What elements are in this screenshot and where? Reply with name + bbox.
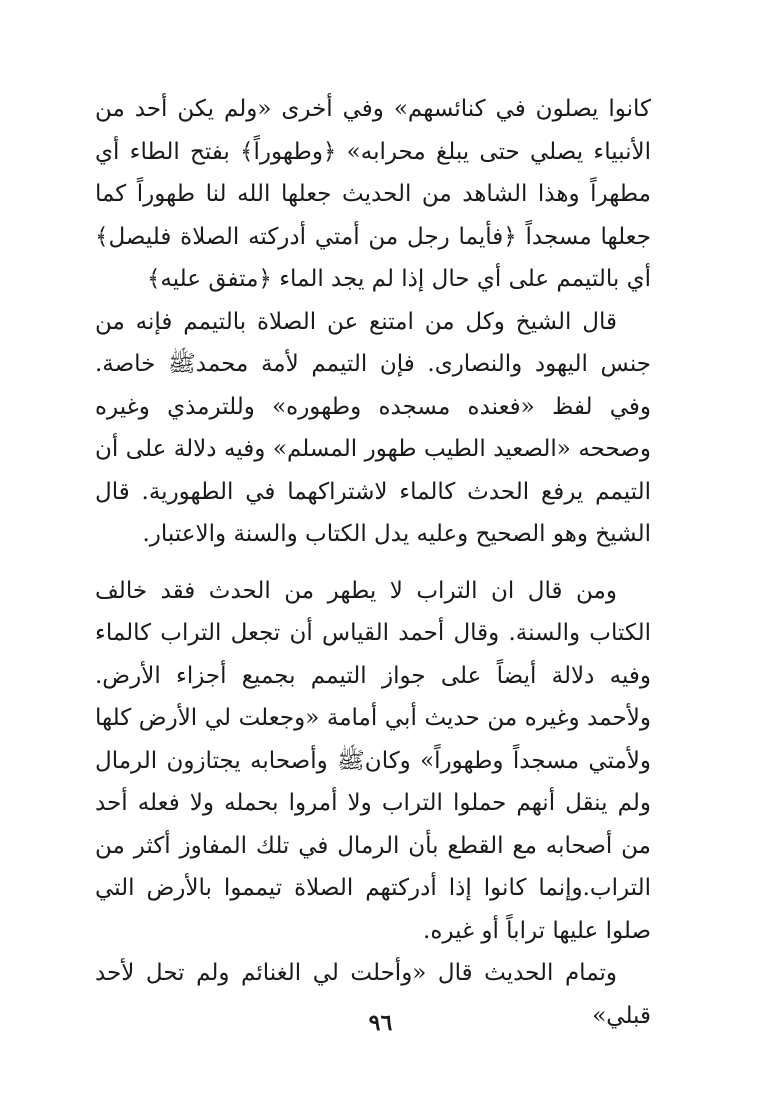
page-number: ٩٦ bbox=[368, 1010, 393, 1036]
paragraph-3: ومن قال ان التراب لا يطهر من الحدث فقد خالف الكتاب والسنة. وقال أحمد القياس أن تجعل التراب كالماء وفيه دلالة أيضاً على جواز التيمم بجميع أجزاء الأرض. ولأحمد وغيره من حديث أبي أمامة «وجعلت لي الأرض كلها ولأمتي مسجداً وطهوراً» وكانﷺ وأصحابه يجتازون الرمال ولم ينقل أنهم حملوا التراب ولا أمروا بحمله ولا فعله أحد من أصحابه مع القطع بأن الرمال في تلك المفاوز أكثر من التراب.وإنما كانوا إذا أدركتهم الصلاة تيمموا بالأرض التي صلوا عليها تراباً أو غيره. bbox=[95, 577, 651, 944]
paragraph-4: وتمام الحديث قال «وأحلت لي الغنائم ولم تحل لأحد قبلي» bbox=[95, 960, 651, 1029]
main-text bbox=[95, 88, 651, 1037]
paragraph-2: قال الشيخ وكل من امتنع عن الصلاة بالتيمم فإنه من جنس اليهود والنصارى. فإن التيمم لأمة محمدﷺ خاصة. وفي لفظ «فعنده مسجده وطهوره» وللترمذي وغيره وصححه «الصعيد الطيب طهور المسلم» وفيه دلالة على أن التيمم يرفع الحدث كالماء لاشتراكهما في الطهورية. قال الشيخ وهو الصحيح وعليه يدل الكتاب والسنة والاعتبار. bbox=[95, 308, 651, 547]
paragraph-1: كانوا يصلون في كنائسهم» وفي أخرى «ولم يكن أحد من الأنبياء يصلي حتى يبلغ محرابه» ﴿وطهوراً﴾ بفتح الطاء أي مطهراً وهذا الشاهد من الحديث جعلها الله لنا طهوراً كما جعلها مسجداً ﴿فأيما رجل من أمتي أدركته الصلاة فليصل﴾ أي بالتيمم على أي حال إذا لم يجد الماء ﴿متفق عليه﴾ bbox=[95, 96, 651, 292]
paragraph-gap bbox=[95, 556, 651, 570]
